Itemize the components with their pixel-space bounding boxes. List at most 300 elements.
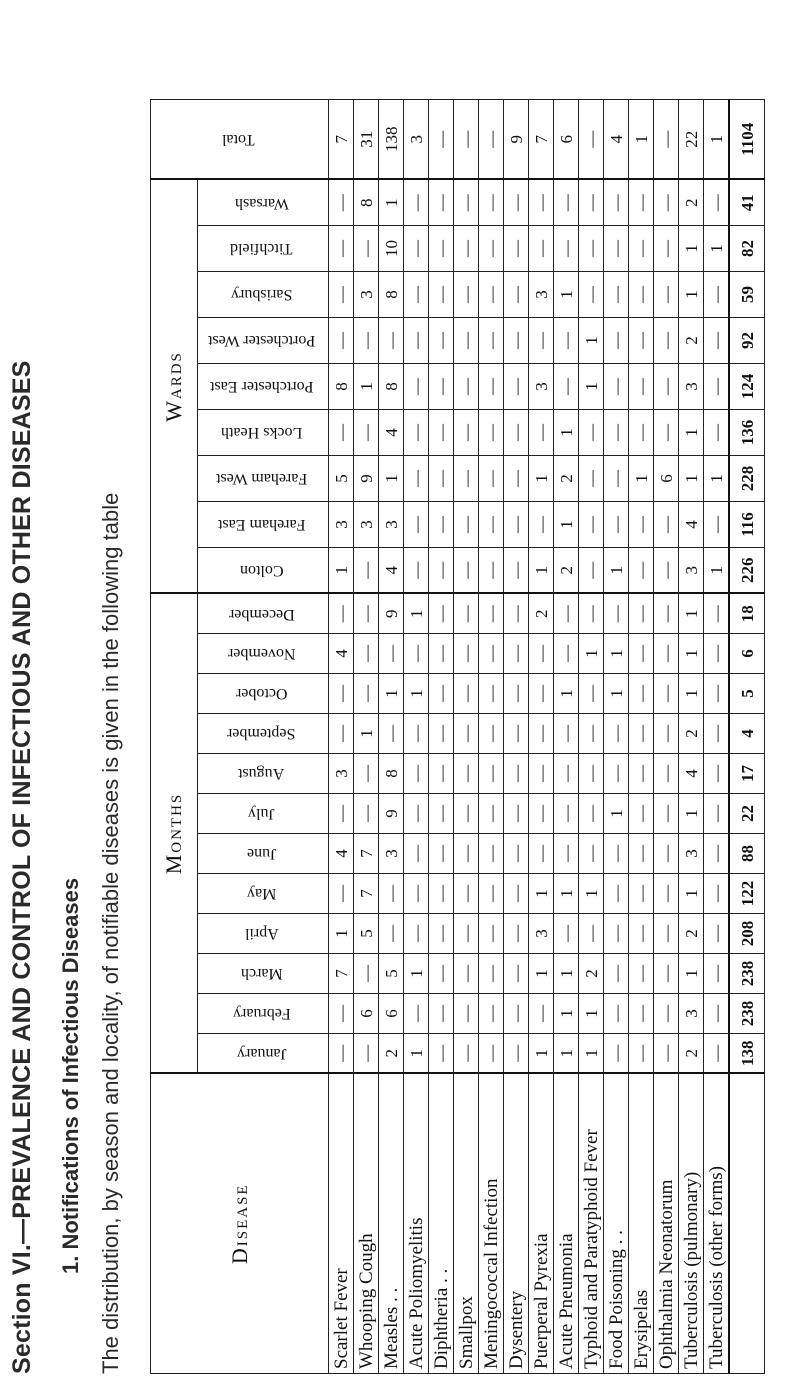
month-cell: 5 (354, 914, 379, 954)
month-cell: — (529, 634, 554, 674)
month-cell: 4 (329, 834, 354, 874)
month-cell: — (354, 794, 379, 834)
ward-cell: 1 (679, 410, 704, 456)
ward-cell: — (404, 456, 429, 502)
month-cell: — (504, 714, 529, 754)
month-cell: — (704, 634, 730, 674)
month-cell: 1 (679, 674, 704, 714)
ward-cell: 1 (704, 548, 730, 594)
ward-cell: 10 (379, 226, 404, 272)
month-cell: 3 (529, 914, 554, 954)
disease-name: Ophthalmia Neonatorum (654, 1074, 679, 1374)
notifications-table (150, 99, 765, 1374)
ward-cell: — (454, 364, 479, 410)
table-row (404, 100, 429, 1374)
ward-cell: — (429, 272, 454, 318)
month-cell: — (654, 1034, 679, 1074)
month-cell: — (579, 714, 604, 754)
table-row (429, 100, 454, 1374)
ward-cell: — (579, 502, 604, 548)
month-cell: — (654, 674, 679, 714)
month-cell: — (604, 914, 629, 954)
ward-cell: — (429, 180, 454, 226)
ward-column-header: Fareham East (198, 502, 329, 548)
month-cell: 1 (554, 954, 579, 994)
month-cell: — (429, 874, 454, 914)
month-cell: — (704, 954, 730, 994)
intro-text: The distribution, by season and locality, of notifiable diseases is given in the following table (98, 492, 123, 1374)
ward-cell: — (554, 180, 579, 226)
month-cell: — (529, 674, 554, 714)
month-cell: — (629, 634, 654, 674)
ward-cell: 1 (379, 456, 404, 502)
month-cell: — (379, 634, 404, 674)
month-column-header: March (198, 954, 329, 994)
table-body (329, 100, 765, 1374)
month-cell: — (604, 1034, 629, 1074)
ward-cell: — (454, 456, 479, 502)
month-cell: 1 (554, 994, 579, 1034)
ward-cell: 8 (329, 364, 354, 410)
wards-header: Wards (151, 180, 198, 594)
month-cell: 2 (379, 1034, 404, 1074)
ward-cell: — (329, 410, 354, 456)
month-cell: 4 (679, 754, 704, 794)
ward-column-header: Warsash (198, 180, 329, 226)
month-cell: — (354, 1034, 379, 1074)
month-cell: — (654, 994, 679, 1034)
ward-cell: — (579, 180, 604, 226)
ward-total-cell: 92 (729, 318, 765, 364)
ward-total-cell: 136 (729, 410, 765, 456)
month-cell: 1 (604, 634, 629, 674)
month-cell: — (529, 834, 554, 874)
month-total-cell: 18 (729, 594, 765, 634)
row-total-cell: 9 (504, 100, 529, 180)
month-cell: 1 (404, 594, 429, 634)
ward-cell: — (654, 548, 679, 594)
month-cell: — (429, 594, 454, 634)
month-column-header: September (198, 714, 329, 754)
month-cell: — (454, 754, 479, 794)
month-cell: — (629, 994, 654, 1034)
month-cell: — (404, 714, 429, 754)
ward-cell: 8 (379, 272, 404, 318)
month-cell: — (504, 634, 529, 674)
ward-cell: — (579, 226, 604, 272)
month-cell: — (704, 914, 730, 954)
month-cell: — (379, 714, 404, 754)
month-cell: — (504, 954, 529, 994)
ward-cell: — (429, 548, 454, 594)
month-cell: — (479, 834, 504, 874)
month-cell: — (429, 1034, 454, 1074)
month-cell: — (654, 754, 679, 794)
month-cell: — (529, 754, 554, 794)
month-cell: — (504, 674, 529, 714)
ward-cell: 1 (529, 548, 554, 594)
month-cell: — (504, 1034, 529, 1074)
ward-column-header: Fareham West (198, 456, 329, 502)
table-row (329, 100, 354, 1374)
month-cell: — (604, 754, 629, 794)
month-cell: — (654, 874, 679, 914)
ward-cell: 1 (629, 456, 654, 502)
month-cell: — (429, 954, 454, 994)
ward-cell: — (604, 410, 629, 456)
ward-cell: 1 (529, 456, 554, 502)
disease-name: Tuberculosis (pulmonary) (679, 1074, 704, 1374)
month-cell: 1 (529, 954, 554, 994)
month-cell: — (329, 594, 354, 634)
month-cell: — (654, 794, 679, 834)
month-cell: — (654, 634, 679, 674)
month-cell: — (479, 594, 504, 634)
ward-cell: — (654, 180, 679, 226)
month-cell: — (479, 674, 504, 714)
row-total-cell: — (429, 100, 454, 180)
ward-cell: — (654, 410, 679, 456)
month-cell: — (454, 954, 479, 994)
month-cell: 1 (604, 794, 629, 834)
table-row (554, 100, 579, 1374)
month-total-cell: 17 (729, 754, 765, 794)
month-cell: — (404, 834, 429, 874)
ward-cell: — (404, 364, 429, 410)
month-cell: 1 (579, 994, 604, 1034)
month-cell: — (479, 714, 504, 754)
ward-total-cell: 116 (729, 502, 765, 548)
disease-name: Acute Poliomyelitis (404, 1074, 429, 1374)
month-cell: 2 (579, 954, 604, 994)
table-row (479, 100, 504, 1374)
ward-total-cell: 226 (729, 548, 765, 594)
ward-cell: 1 (579, 318, 604, 364)
row-total-cell: — (579, 100, 604, 180)
ward-cell: — (554, 318, 579, 364)
month-cell: — (429, 634, 454, 674)
month-column-header: August (198, 754, 329, 794)
disease-name: Erysipelas (629, 1074, 654, 1374)
row-total-cell: 6 (554, 100, 579, 180)
ward-cell: 4 (679, 502, 704, 548)
disease-header: Disease (151, 1074, 329, 1374)
ward-cell: — (529, 226, 554, 272)
ward-total-cell: 59 (729, 272, 765, 318)
month-column-header: July (198, 794, 329, 834)
month-cell: — (329, 874, 354, 914)
month-cell: — (354, 634, 379, 674)
ward-cell: — (579, 548, 604, 594)
ward-cell: — (454, 502, 479, 548)
ward-cell: — (354, 318, 379, 364)
ward-cell: 3 (354, 272, 379, 318)
row-total-cell: — (654, 100, 679, 180)
total-header: Total (151, 100, 329, 180)
month-cell: 1 (679, 634, 704, 674)
month-cell: — (704, 754, 730, 794)
ward-cell: — (454, 180, 479, 226)
month-cell: — (704, 794, 730, 834)
month-cell: 1 (554, 1034, 579, 1074)
ward-cell: — (479, 502, 504, 548)
month-cell: — (479, 914, 504, 954)
ward-cell: 2 (554, 456, 579, 502)
ward-cell: — (554, 364, 579, 410)
ward-cell: — (579, 272, 604, 318)
ward-cell: — (429, 318, 454, 364)
month-cell: — (629, 594, 654, 634)
month-cell: — (579, 834, 604, 874)
ward-cell: — (654, 272, 679, 318)
ward-column-header: Locks Heath (198, 410, 329, 456)
month-column-header: November (198, 634, 329, 674)
month-cell: 1 (554, 874, 579, 914)
ward-cell: — (454, 226, 479, 272)
month-cell: — (629, 954, 654, 994)
ward-cell: — (454, 318, 479, 364)
month-cell: 1 (379, 674, 404, 714)
month-cell: — (454, 594, 479, 634)
row-total-cell: 138 (379, 100, 404, 180)
month-cell: — (329, 714, 354, 754)
ward-cell: — (604, 272, 629, 318)
month-total-cell: 208 (729, 914, 765, 954)
ward-column-header: Portchester East (198, 364, 329, 410)
ward-cell: — (479, 364, 504, 410)
month-cell: — (504, 914, 529, 954)
ward-cell: — (429, 410, 454, 456)
month-cell: — (454, 794, 479, 834)
disease-name: Diphtheria . . (429, 1074, 454, 1374)
ward-cell: — (704, 272, 730, 318)
ward-cell: 2 (679, 318, 704, 364)
month-cell: 1 (354, 714, 379, 754)
ward-cell: 1 (554, 272, 579, 318)
month-cell: — (454, 834, 479, 874)
ward-cell: — (404, 272, 429, 318)
ward-cell: — (454, 548, 479, 594)
row-total-cell: 1 (629, 100, 654, 180)
ward-cell: — (504, 456, 529, 502)
totals-row-label (729, 1074, 765, 1374)
month-cell: — (454, 994, 479, 1034)
month-cell: — (654, 834, 679, 874)
ward-cell: — (604, 364, 629, 410)
ward-cell: — (604, 456, 629, 502)
months-header: Months (151, 594, 198, 1074)
ward-cell: — (479, 410, 504, 456)
month-cell: — (504, 794, 529, 834)
month-cell: — (704, 714, 730, 754)
ward-cell: — (629, 502, 654, 548)
disease-name: Smallpox (454, 1074, 479, 1374)
disease-name: Measles . . (379, 1074, 404, 1374)
month-cell: — (704, 994, 730, 1034)
ward-total-cell: 82 (729, 226, 765, 272)
ward-cell: — (529, 502, 554, 548)
month-total-cell: 6 (729, 634, 765, 674)
month-cell: 7 (329, 954, 354, 994)
ward-cell: — (404, 318, 429, 364)
month-cell: — (554, 714, 579, 754)
table-row (504, 100, 529, 1374)
ward-cell: — (504, 410, 529, 456)
month-cell: — (329, 994, 354, 1034)
ward-cell: — (429, 226, 454, 272)
month-cell: — (604, 874, 629, 914)
month-cell: — (504, 834, 529, 874)
ward-cell: 1 (329, 548, 354, 594)
ward-cell: 3 (379, 502, 404, 548)
month-cell: — (429, 754, 454, 794)
disease-name: Whooping Cough (354, 1074, 379, 1374)
month-cell: — (654, 914, 679, 954)
ward-cell: — (629, 180, 654, 226)
month-cell: 9 (379, 594, 404, 634)
month-cell: — (354, 954, 379, 994)
month-cell: 6 (354, 994, 379, 1034)
disease-name: Acute Pneumonia (554, 1074, 579, 1374)
ward-column-header: Titchfield (198, 226, 329, 272)
ward-cell: — (504, 502, 529, 548)
month-cell: 1 (604, 674, 629, 714)
row-total-cell: — (454, 100, 479, 180)
month-cell: — (329, 674, 354, 714)
month-cell: 7 (354, 834, 379, 874)
table-row (704, 100, 730, 1374)
month-cell: — (604, 594, 629, 634)
ward-cell: — (404, 410, 429, 456)
ward-cell: — (604, 180, 629, 226)
month-cell: 1 (529, 874, 554, 914)
month-cell: 6 (379, 994, 404, 1034)
month-cell: — (529, 994, 554, 1034)
ward-cell: 1 (679, 456, 704, 502)
ward-cell: — (579, 410, 604, 456)
ward-cell: — (479, 318, 504, 364)
month-cell: — (454, 914, 479, 954)
ward-cell: 9 (354, 456, 379, 502)
month-column-header: January (198, 1034, 329, 1074)
ward-cell: — (479, 226, 504, 272)
ward-cell: — (654, 502, 679, 548)
table-row (529, 100, 554, 1374)
ward-cell: — (504, 272, 529, 318)
ward-cell: 5 (329, 456, 354, 502)
ward-column-header: Sarisbury (198, 272, 329, 318)
month-cell: — (429, 714, 454, 754)
ward-cell: — (354, 548, 379, 594)
month-cell: — (404, 994, 429, 1034)
ward-column-header: Portchester West (198, 318, 329, 364)
disease-name: Food Poisoning . . (604, 1074, 629, 1374)
month-cell: — (354, 754, 379, 794)
ward-cell: 1 (554, 410, 579, 456)
month-cell: — (479, 754, 504, 794)
month-cell: — (354, 674, 379, 714)
ward-cell: 1 (579, 364, 604, 410)
ward-cell: 3 (529, 364, 554, 410)
month-cell: — (454, 874, 479, 914)
ward-cell: 3 (679, 548, 704, 594)
ward-cell: — (504, 318, 529, 364)
ward-cell: 2 (554, 548, 579, 594)
ward-cell: — (329, 226, 354, 272)
month-cell: — (404, 634, 429, 674)
month-cell: — (454, 714, 479, 754)
disease-name: Dysentery (504, 1074, 529, 1374)
month-cell: — (404, 914, 429, 954)
month-total-cell: 238 (729, 994, 765, 1034)
ward-cell: 1 (679, 226, 704, 272)
month-cell: — (704, 874, 730, 914)
month-total-cell: 22 (729, 794, 765, 834)
ward-cell: — (354, 226, 379, 272)
month-cell: — (629, 914, 654, 954)
ward-cell: — (704, 364, 730, 410)
row-total-cell: 1 (704, 100, 730, 180)
month-cell: — (504, 994, 529, 1034)
month-total-cell: 238 (729, 954, 765, 994)
month-cell: — (629, 834, 654, 874)
ward-cell: — (429, 364, 454, 410)
month-cell: — (579, 794, 604, 834)
disease-name: Meningococcal Infection (479, 1074, 504, 1374)
month-cell: 3 (679, 834, 704, 874)
ward-cell: 1 (354, 364, 379, 410)
ward-cell: 4 (379, 548, 404, 594)
row-total-cell: 31 (354, 100, 379, 180)
month-cell: — (479, 794, 504, 834)
month-cell: — (404, 794, 429, 834)
table-row (679, 100, 704, 1374)
month-cell: — (479, 1034, 504, 1074)
month-cell: 4 (329, 634, 354, 674)
month-column-header: April (198, 914, 329, 954)
ward-cell: — (604, 226, 629, 272)
month-cell: — (479, 634, 504, 674)
ward-cell: — (629, 226, 654, 272)
ward-cell: 1 (704, 226, 730, 272)
ward-cell: — (479, 548, 504, 594)
month-column-header: May (198, 874, 329, 914)
ward-cell: — (629, 364, 654, 410)
month-cell: — (654, 714, 679, 754)
month-cell: — (629, 874, 654, 914)
month-cell: — (579, 594, 604, 634)
month-cell: 1 (404, 1034, 429, 1074)
ward-cell: — (529, 318, 554, 364)
month-cell: 9 (379, 794, 404, 834)
month-cell: — (554, 914, 579, 954)
month-cell: — (629, 754, 654, 794)
ward-cell: — (579, 456, 604, 502)
ward-cell: — (329, 318, 354, 364)
ward-cell: — (704, 410, 730, 456)
ward-cell: — (604, 318, 629, 364)
ward-cell: 4 (379, 410, 404, 456)
ward-cell: — (379, 318, 404, 364)
table-row (579, 100, 604, 1374)
row-total-cell: 22 (679, 100, 704, 180)
ward-cell: — (504, 548, 529, 594)
ward-cell: — (704, 180, 730, 226)
ward-cell: 8 (354, 180, 379, 226)
ward-cell: 1 (379, 180, 404, 226)
ward-cell: 1 (604, 548, 629, 594)
table-row (354, 100, 379, 1374)
